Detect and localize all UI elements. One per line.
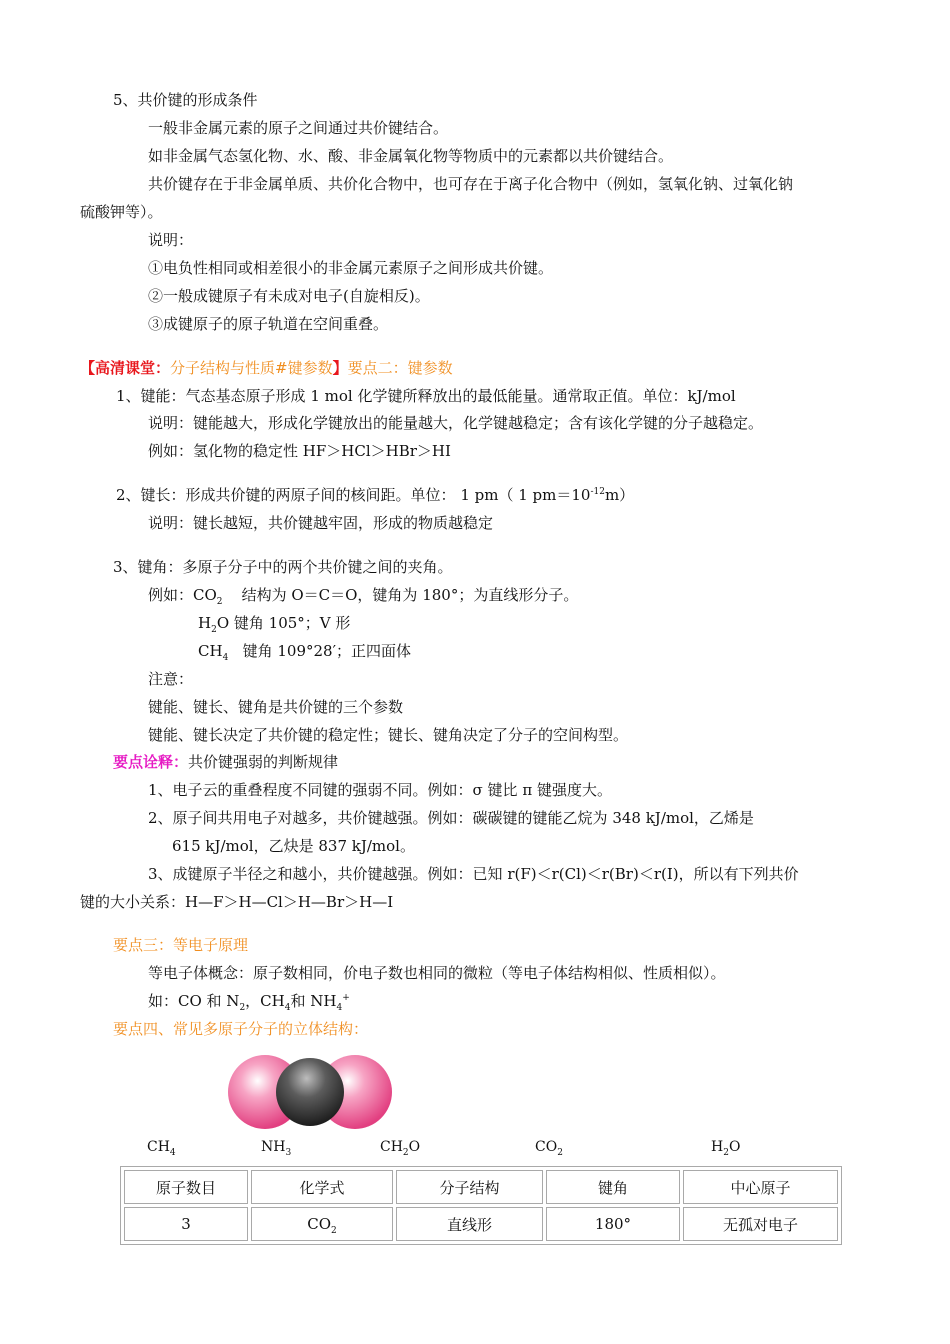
classroom-bracket-end: 】 xyxy=(332,359,348,377)
explanation-rule-2b: 615 kJ/mol，乙炔是 837 kJ/mol。 xyxy=(172,837,415,855)
formula-main: CH xyxy=(380,1139,403,1155)
n2-subscript: 2 xyxy=(239,1003,246,1013)
header-formula: 化学式 xyxy=(251,1170,393,1204)
co2-structure-text: 结构为 O＝C＝O，键角为 180°；为直线形分子。 xyxy=(241,586,579,604)
section3-title: 要点三：等电子原理 xyxy=(113,936,249,954)
h2o-angle-text: O 键角 105°；V 形 xyxy=(216,614,351,632)
formula-tail: O xyxy=(408,1139,421,1155)
formula-main: NH xyxy=(261,1139,286,1155)
classroom-topic-link[interactable]: 分子结构与性质#键参数 xyxy=(170,359,333,377)
molecule-properties-table xyxy=(120,1166,842,1245)
bond-length-def-prefix: 2、键长：形成共价键的两原子间的核间距。单位： 1 pm（ 1 pm＝10 xyxy=(116,486,591,504)
bond-energy-note: 说明：键能越大，形成化学键放出的能量越大，化学键越稳定；含有该化学键的分子越稳定。 xyxy=(148,414,764,432)
table-row xyxy=(124,1207,838,1241)
ch4-subscript: 4 xyxy=(222,653,229,663)
carbon-atom xyxy=(276,1058,344,1126)
section5-paragraph-2: 如非金属气态氢化物、水、酸、非金属氧化物等物质中的元素都以共价键结合。 xyxy=(148,147,674,165)
formula-sub: 2 xyxy=(723,1147,729,1158)
formula-sub: 4 xyxy=(169,1147,176,1158)
section5-note-label: 说明： xyxy=(148,231,194,249)
cell-atom-count: 3 xyxy=(124,1207,248,1241)
section5-heading: 5、共价键的形成条件 xyxy=(113,91,258,109)
section5-note-3: ③成键原子的原子轨道在空间重叠。 xyxy=(148,315,389,333)
table-header-row xyxy=(124,1170,838,1204)
section2-heading xyxy=(80,358,453,378)
bond-angle-definition: 3、键角：多原子分子中的两个共价键之间的夹角。 xyxy=(113,558,453,576)
point-two-title: 要点二：键参数 xyxy=(347,359,453,377)
section5-paragraph-3a: 共价键存在于非金属单质、共价化合物中，也可存在于离子化合物中（例如，氢氧化钠、过氧化钠 xyxy=(148,175,794,193)
nh4-subscript: 4 xyxy=(336,1003,343,1013)
h2o-subscript: 2 xyxy=(211,625,217,635)
header-bond-angle: 键角 xyxy=(546,1170,680,1204)
formula-ch4 xyxy=(147,1138,176,1156)
formula-main: H xyxy=(711,1139,724,1155)
bond-angle-example-h2o xyxy=(198,613,350,633)
co2-label: 例如：CO xyxy=(148,586,217,604)
ch4-subscript: 4 xyxy=(284,1003,291,1013)
section5-paragraph-1: 一般非金属元素的原子之间通过共价键结合。 xyxy=(148,119,449,137)
notice-1: 键能、键长、键角是共价键的三个参数 xyxy=(148,698,404,716)
classroom-bracket: 【高清课堂： xyxy=(80,359,171,377)
bond-length-note: 说明：键长越短，共价键越牢固，形成的物质越稳定 xyxy=(148,514,494,532)
co2-molecule-model xyxy=(220,1046,400,1136)
explanation-rule-1: 1、电子云的重叠程度不同键的强弱不同。例如：σ 键比 π 键强度大。 xyxy=(148,781,612,799)
explanation-title: 共价键强弱的判断规律 xyxy=(188,753,339,771)
cell-central-atom: 无孤对电子 xyxy=(683,1207,838,1241)
ch4-main: CH xyxy=(198,642,223,660)
nh4-charge: + xyxy=(342,993,350,1003)
bond-length-exponent: -12 xyxy=(590,487,605,497)
bond-angle-example-ch4 xyxy=(198,641,411,661)
ch4-angle-text: 键角 109°28′；正四面体 xyxy=(242,642,412,660)
bond-length-def-suffix: m） xyxy=(604,486,635,504)
formula-tail: O xyxy=(728,1139,741,1155)
cell-formula-main: CO xyxy=(307,1215,332,1233)
explanation-heading xyxy=(113,752,338,772)
cell-structure: 直线形 xyxy=(396,1207,543,1241)
co2-subscript: 2 xyxy=(216,597,223,607)
notice-2: 键能、键长决定了共价键的稳定性；键长、键角决定了分子的空间构型。 xyxy=(148,726,629,744)
example-and: 和 NH xyxy=(290,992,337,1010)
section5-paragraph-3b: 硫酸钾等）。 xyxy=(80,203,163,221)
cell-formula-sub: 2 xyxy=(331,1226,337,1236)
cell-formula xyxy=(251,1207,393,1241)
bond-angle-example-co2 xyxy=(148,585,578,605)
isoelectronic-example xyxy=(148,991,350,1011)
formula-sub: 2 xyxy=(557,1147,563,1158)
bond-energy-example: 例如：氢化物的稳定性 HF＞HCl＞HBr＞HI xyxy=(148,442,451,460)
notice-label: 注意： xyxy=(148,670,194,688)
header-atom-count: 原子数目 xyxy=(124,1170,248,1204)
explanation-rule-3b: 键的大小关系：H—F＞H—Cl＞H—Br＞H—I xyxy=(80,893,394,911)
explanation-label: 要点诠释： xyxy=(113,753,189,771)
example-prefix: 如：CO 和 N xyxy=(148,992,240,1010)
header-central-atom: 中心原子 xyxy=(683,1170,838,1204)
formula-sub: 3 xyxy=(285,1147,292,1158)
explanation-rule-2a: 2、原子间共用电子对越多，共价键越强。例如：碳碳键的键能乙烷为 348 kJ/mol，乙烯是 xyxy=(148,809,754,827)
formula-nh3 xyxy=(261,1138,291,1156)
section5-note-2: ②一般成键原子有未成对电子(自旋相反)。 xyxy=(148,287,430,305)
h2o-main: H xyxy=(198,614,212,632)
formula-main: CO xyxy=(535,1139,558,1155)
bond-energy-definition: 1、键能：气态基态原子形成 1 mol 化学键所释放出的最低能量。通常取正值。单位：kJ/mol xyxy=(116,387,736,405)
formula-h2o xyxy=(711,1138,740,1156)
bond-length-definition xyxy=(116,485,634,505)
example-mid: ，CH xyxy=(245,992,285,1010)
formula-co2 xyxy=(535,1138,563,1156)
formula-ch2o xyxy=(380,1138,420,1156)
explanation-rule-3a: 3、成键原子半径之和越小，共价键越强。例如：已知 r(F)＜r(Cl)＜r(Br)＜r(I)，所以有下列共价 xyxy=(148,865,799,883)
header-structure: 分子结构 xyxy=(396,1170,543,1204)
formula-sub: 2 xyxy=(402,1147,409,1158)
formula-main: CH xyxy=(147,1139,170,1155)
cell-bond-angle: 180° xyxy=(546,1207,680,1241)
section5-note-1: ①电负性相同或相差很小的非金属元素原子之间形成共价键。 xyxy=(148,259,554,277)
section4-title: 要点四、常见多原子分子的立体结构： xyxy=(113,1020,369,1038)
isoelectronic-concept: 等电子体概念：原子数相同，价电子数也相同的微粒（等电子体结构相似、性质相似）。 xyxy=(148,964,726,982)
